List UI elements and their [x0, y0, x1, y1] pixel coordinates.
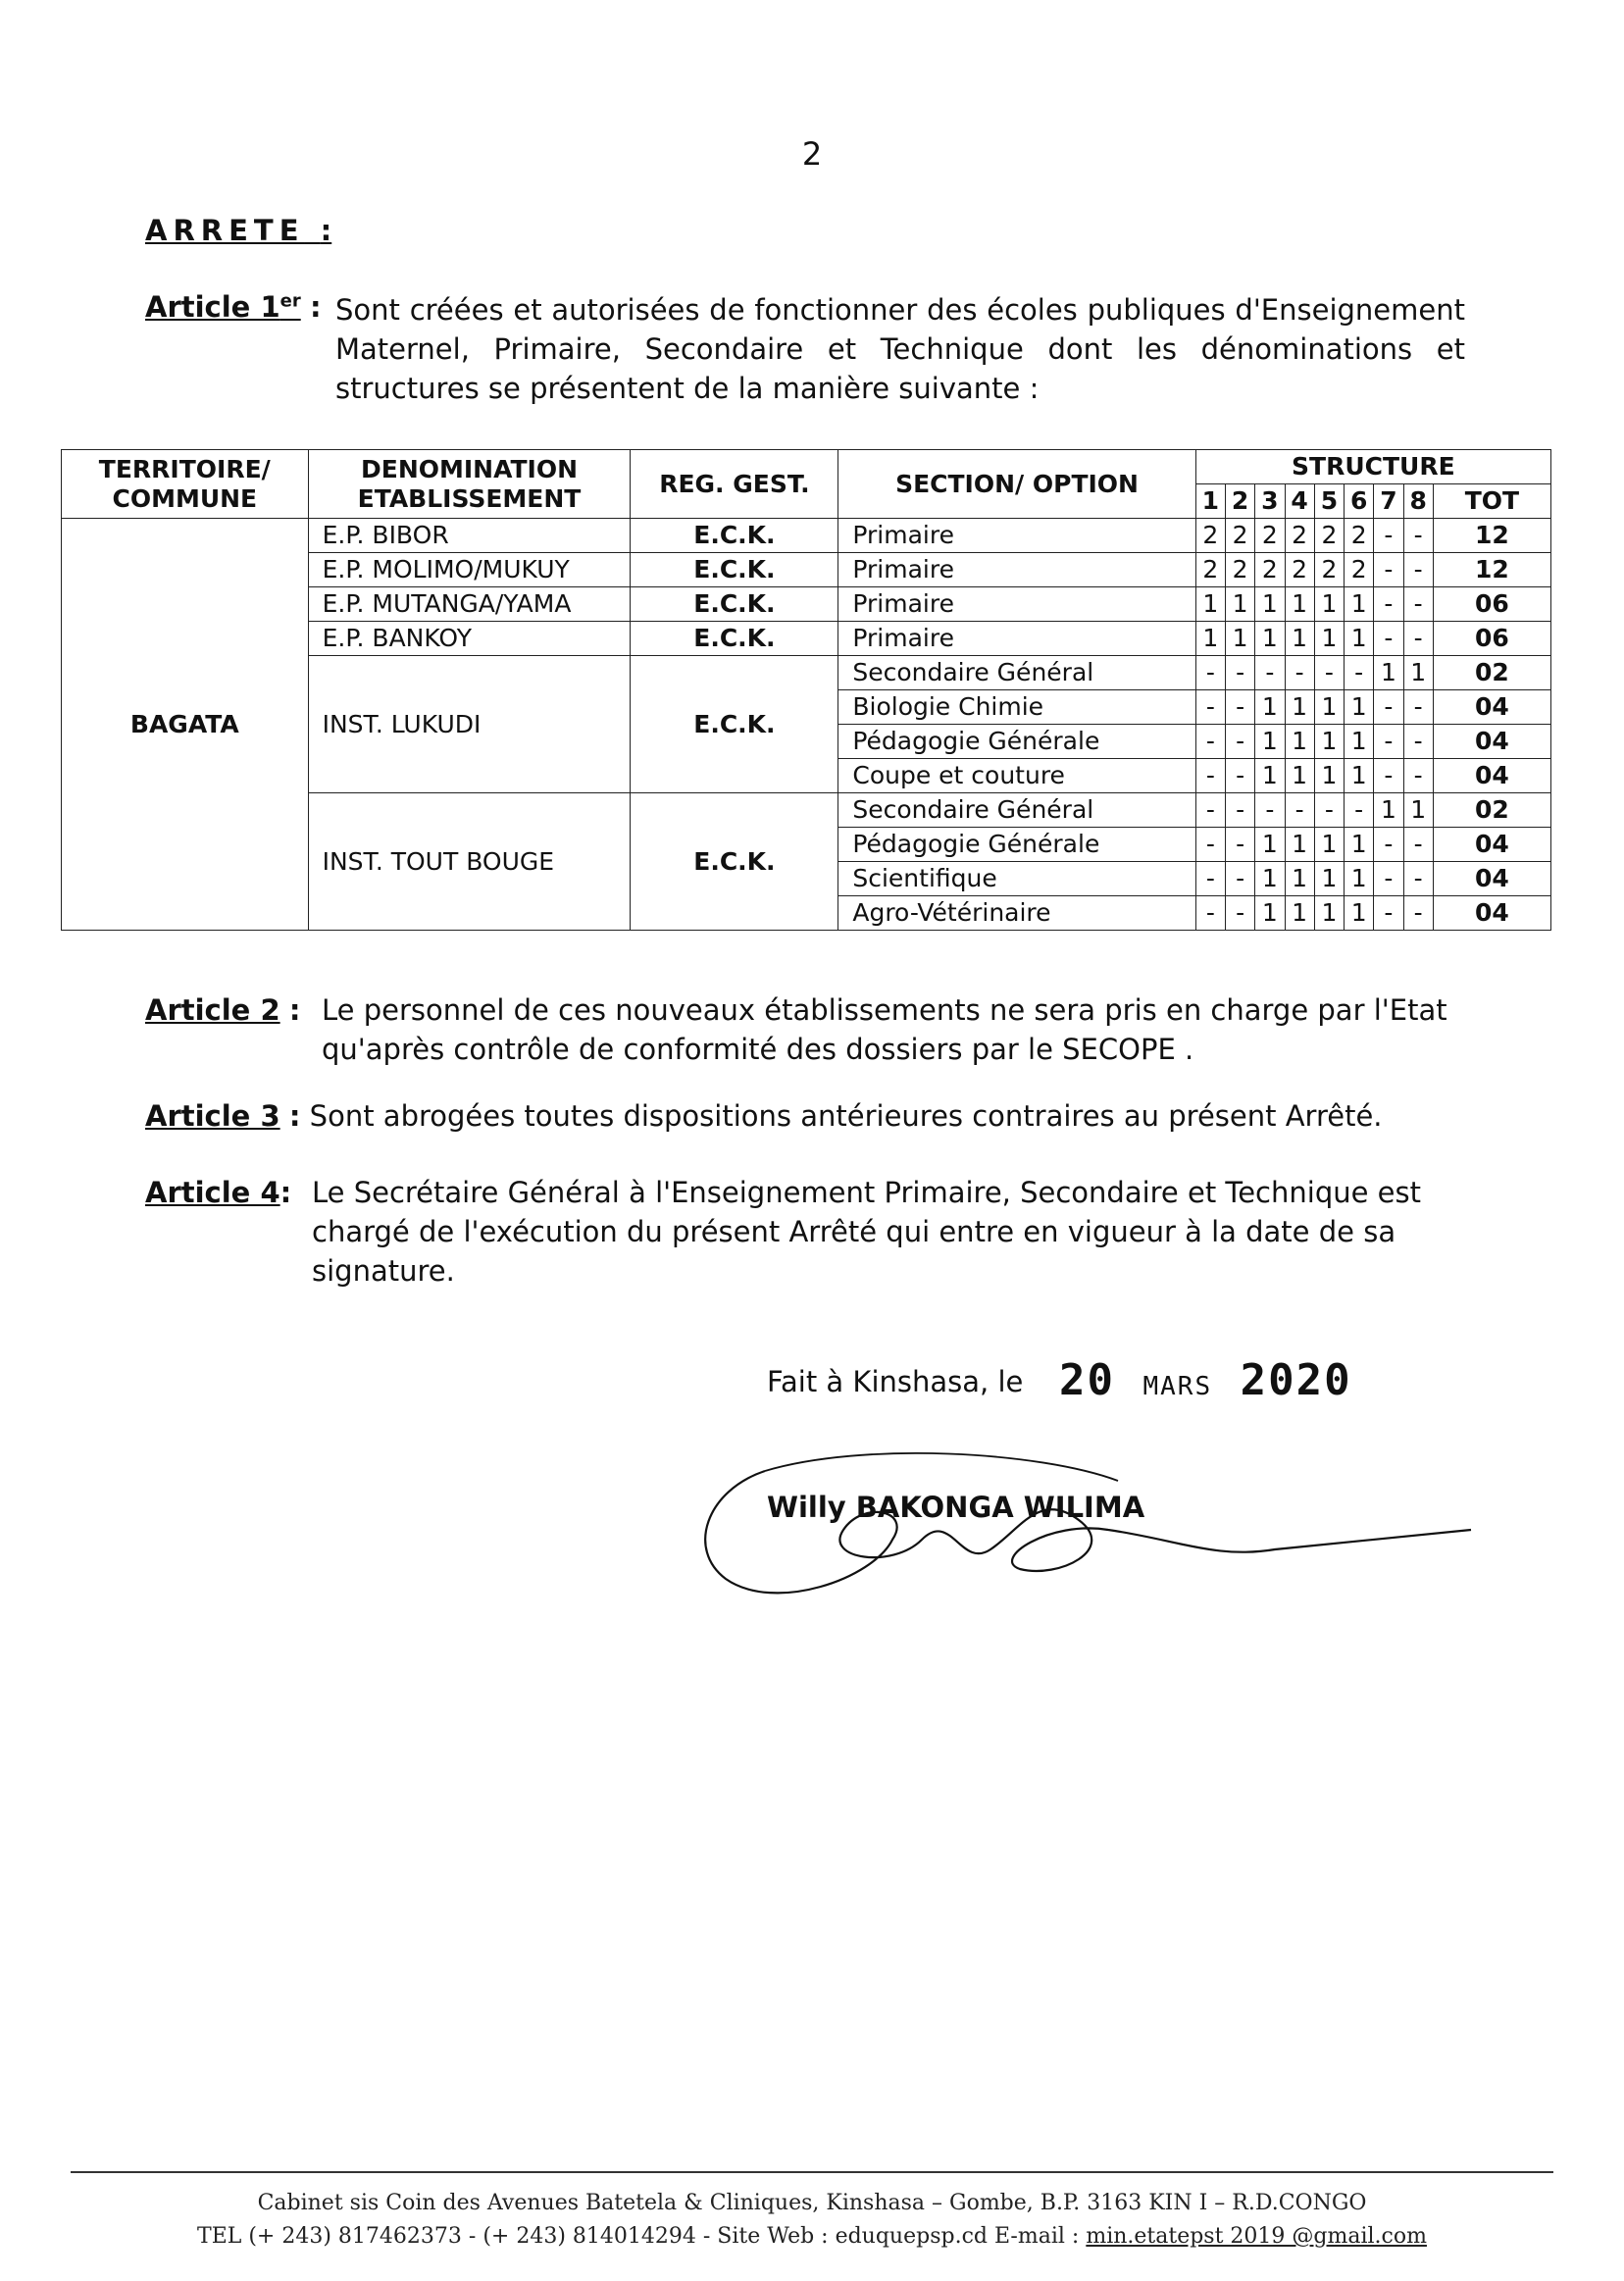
article-1-label-text: Article 1: [145, 290, 280, 324]
level-7-cell: -: [1374, 519, 1403, 553]
level-6-cell: 1: [1345, 828, 1374, 862]
level-3-cell: 1: [1255, 587, 1285, 622]
level-6-cell: 1: [1345, 862, 1374, 896]
school-reg-gest: E.C.K.: [631, 587, 838, 622]
section-option: Agro-Vétérinaire: [838, 896, 1195, 931]
level-1-cell: 1: [1195, 622, 1225, 656]
header-reg-gest: REG. GEST.: [631, 450, 838, 519]
level-2-cell: -: [1225, 656, 1254, 690]
level-6-cell: 1: [1345, 622, 1374, 656]
tot-cell: 04: [1433, 725, 1550, 759]
level-4-cell: 1: [1285, 896, 1314, 931]
level-6-cell: 2: [1345, 553, 1374, 587]
level-6-cell: 1: [1345, 725, 1374, 759]
tot-cell: 06: [1433, 622, 1550, 656]
level-2-cell: -: [1225, 690, 1254, 725]
level-1-cell: -: [1195, 656, 1225, 690]
school-name: INST. TOUT BOUGE: [308, 793, 631, 931]
header-denomination: DENOMINATION ETABLISSEMENT: [308, 450, 631, 519]
school-reg-gest: E.C.K.: [631, 553, 838, 587]
arrete-colon: :: [320, 214, 332, 247]
header-level-7: 7: [1374, 484, 1403, 519]
level-7-cell: -: [1374, 759, 1403, 793]
level-3-cell: 1: [1255, 862, 1285, 896]
article-4-label: [145, 1173, 291, 1212]
level-3-cell: 1: [1255, 725, 1285, 759]
level-6-cell: 1: [1345, 587, 1374, 622]
header-level-6: 6: [1345, 484, 1374, 519]
tot-cell: 02: [1433, 793, 1550, 828]
level-2-cell: 2: [1225, 553, 1254, 587]
level-5-cell: 1: [1314, 828, 1344, 862]
level-2-cell: -: [1225, 725, 1254, 759]
level-4-cell: 1: [1285, 690, 1314, 725]
level-7-cell: -: [1374, 587, 1403, 622]
level-4-cell: -: [1285, 656, 1314, 690]
level-1-cell: -: [1195, 690, 1225, 725]
header-level-8: 8: [1403, 484, 1433, 519]
article-4-text: Le Secrétaire Général à l'Enseignement Primaire, Secondaire et Technique est chargé de l'exécution du présent Arrêté qui entre en vigueur à la date de sa signature.: [312, 1176, 1421, 1288]
level-7-cell: -: [1374, 690, 1403, 725]
level-7-cell: -: [1374, 725, 1403, 759]
article-3-text: Sont abrogées toutes dispositions antérieures contraires au présent Arrêté.: [309, 1099, 1383, 1133]
level-3-cell: 2: [1255, 553, 1285, 587]
level-5-cell: 1: [1314, 896, 1344, 931]
school-reg-gest: E.C.K.: [631, 622, 838, 656]
date-year: 2020: [1240, 1355, 1352, 1405]
section-option: Primaire: [838, 622, 1195, 656]
level-3-cell: 1: [1255, 896, 1285, 931]
school-name: E.P. MOLIMO/MUKUY: [308, 553, 631, 587]
article-2-text: Le personnel de ces nouveaux établissements ne sera pris en charge par l'Etat qu'après contrôle de conformité des dossiers par le SECOPE .: [322, 993, 1447, 1066]
article-4-label-text: Article 4: [145, 1176, 280, 1209]
tot-cell: 12: [1433, 553, 1550, 587]
level-8-cell: 1: [1403, 656, 1433, 690]
level-8-cell: 1: [1403, 793, 1433, 828]
level-8-cell: -: [1403, 519, 1433, 553]
section-option: Secondaire Général: [838, 656, 1195, 690]
article-2-label-text: Article 2: [145, 993, 280, 1027]
level-3-cell: 2: [1255, 519, 1285, 553]
level-2-cell: 1: [1225, 587, 1254, 622]
level-1-cell: 2: [1195, 519, 1225, 553]
signatory-name: Willy BAKONGA WILIMA: [767, 1491, 1145, 1524]
article-2-colon: :: [288, 993, 301, 1027]
tot-cell: 04: [1433, 759, 1550, 793]
footer-address: Cabinet sis Coin des Avenues Batetela & Cliniques, Kinshasa – Gombe, B.P. 3163 KIN I – R.D.CONGO: [257, 2191, 1367, 2215]
level-2-cell: -: [1225, 896, 1254, 931]
level-2-cell: 2: [1225, 519, 1254, 553]
level-2-cell: -: [1225, 828, 1254, 862]
level-8-cell: -: [1403, 862, 1433, 896]
level-4-cell: 1: [1285, 862, 1314, 896]
level-1-cell: -: [1195, 896, 1225, 931]
header-territoire: TERRITOIRE/ COMMUNE: [62, 450, 309, 519]
level-8-cell: -: [1403, 828, 1433, 862]
level-7-cell: -: [1374, 862, 1403, 896]
header-level-3: 3: [1255, 484, 1285, 519]
article-3-label: Article 3: [145, 1099, 280, 1133]
header-level-5: 5: [1314, 484, 1344, 519]
level-2-cell: -: [1225, 793, 1254, 828]
article-3: [145, 1096, 1383, 1136]
level-7-cell: 1: [1374, 656, 1403, 690]
header-structure: STRUCTURE: [1195, 450, 1550, 484]
level-1-cell: -: [1195, 725, 1225, 759]
level-8-cell: -: [1403, 759, 1433, 793]
tot-cell: 04: [1433, 896, 1550, 931]
header-level-1: 1: [1195, 484, 1225, 519]
level-8-cell: -: [1403, 725, 1433, 759]
level-6-cell: 2: [1345, 519, 1374, 553]
article-3-colon: :: [288, 1099, 301, 1133]
territoire-cell: BAGATA: [62, 519, 309, 931]
table-row: [62, 519, 1551, 553]
level-5-cell: -: [1314, 793, 1344, 828]
section-option: Primaire: [838, 519, 1195, 553]
level-3-cell: -: [1255, 656, 1285, 690]
level-4-cell: 2: [1285, 553, 1314, 587]
section-option: Primaire: [838, 553, 1195, 587]
level-6-cell: 1: [1345, 896, 1374, 931]
level-2-cell: -: [1225, 862, 1254, 896]
article-1-colon: :: [309, 290, 322, 324]
signature-scribble: [667, 1432, 1491, 1628]
signature-date: [1059, 1355, 1352, 1405]
article-1-text: Sont créées et autorisées de fonctionner des écoles publiques d'Enseignement Maternel, Primaire, Secondaire et Technique dont les dénominations et structures se présentent de la manière suivante :: [335, 293, 1465, 405]
article-2-label: [145, 990, 300, 1030]
level-3-cell: 1: [1255, 759, 1285, 793]
school-reg-gest: E.C.K.: [631, 793, 838, 931]
level-5-cell: 2: [1314, 553, 1344, 587]
page-number: 2: [801, 135, 823, 173]
level-2-cell: 1: [1225, 622, 1254, 656]
level-7-cell: -: [1374, 622, 1403, 656]
footer-email: min.etatepst 2019 @gmail.com: [1086, 2224, 1427, 2249]
level-5-cell: 1: [1314, 725, 1344, 759]
level-4-cell: 1: [1285, 725, 1314, 759]
level-4-cell: 2: [1285, 519, 1314, 553]
level-7-cell: -: [1374, 896, 1403, 931]
section-option: Biologie Chimie: [838, 690, 1195, 725]
level-1-cell: -: [1195, 828, 1225, 862]
level-2-cell: -: [1225, 759, 1254, 793]
section-option: Pédagogie Générale: [838, 725, 1195, 759]
tot-cell: 04: [1433, 862, 1550, 896]
level-6-cell: -: [1345, 656, 1374, 690]
level-5-cell: 2: [1314, 519, 1344, 553]
tot-cell: 04: [1433, 828, 1550, 862]
school-name: INST. LUKUDI: [308, 656, 631, 793]
section-option: Coupe et couture: [838, 759, 1195, 793]
tot-cell: 04: [1433, 690, 1550, 725]
header-level-4: 4: [1285, 484, 1314, 519]
level-3-cell: -: [1255, 793, 1285, 828]
school-reg-gest: E.C.K.: [631, 519, 838, 553]
school-reg-gest: E.C.K.: [631, 656, 838, 793]
structure-table: [61, 449, 1551, 931]
level-8-cell: -: [1403, 553, 1433, 587]
footer-contact-text: TEL (+ 243) 817462373 - (+ 243) 814014294 - Site Web : eduquepsp.cd E-mail :: [197, 2224, 1080, 2249]
level-5-cell: 1: [1314, 690, 1344, 725]
section-option: Secondaire Général: [838, 793, 1195, 828]
level-4-cell: -: [1285, 793, 1314, 828]
header-section: SECTION/ OPTION: [838, 450, 1195, 519]
article-4-colon: :: [279, 1176, 292, 1209]
section-option: Scientifique: [838, 862, 1195, 896]
level-8-cell: -: [1403, 587, 1433, 622]
arrete-title: ARRETE: [145, 214, 305, 247]
arrete-heading: [145, 214, 331, 247]
date-day: 20: [1059, 1355, 1115, 1405]
level-5-cell: 1: [1314, 622, 1344, 656]
school-name: E.P. BIBOR: [308, 519, 631, 553]
tot-cell: 12: [1433, 519, 1550, 553]
level-3-cell: 1: [1255, 690, 1285, 725]
level-4-cell: 1: [1285, 828, 1314, 862]
level-7-cell: -: [1374, 828, 1403, 862]
level-5-cell: -: [1314, 656, 1344, 690]
level-3-cell: 1: [1255, 828, 1285, 862]
level-7-cell: 1: [1374, 793, 1403, 828]
level-8-cell: -: [1403, 690, 1433, 725]
level-5-cell: 1: [1314, 862, 1344, 896]
header-level-2: 2: [1225, 484, 1254, 519]
school-name: E.P. MUTANGA/YAMA: [308, 587, 631, 622]
level-1-cell: -: [1195, 862, 1225, 896]
school-name: E.P. BANKOY: [308, 622, 631, 656]
level-1-cell: -: [1195, 759, 1225, 793]
article-1-label: [145, 290, 322, 324]
level-3-cell: 1: [1255, 622, 1285, 656]
level-8-cell: -: [1403, 622, 1433, 656]
section-option: Pédagogie Générale: [838, 828, 1195, 862]
level-5-cell: 1: [1314, 759, 1344, 793]
level-6-cell: -: [1345, 793, 1374, 828]
footer-divider: [71, 2171, 1553, 2173]
level-8-cell: -: [1403, 896, 1433, 931]
level-6-cell: 1: [1345, 690, 1374, 725]
level-4-cell: 1: [1285, 622, 1314, 656]
level-4-cell: 1: [1285, 759, 1314, 793]
level-6-cell: 1: [1345, 759, 1374, 793]
tot-cell: 02: [1433, 656, 1550, 690]
level-4-cell: 1: [1285, 587, 1314, 622]
signature-place: Fait à Kinshasa, le: [767, 1365, 1024, 1398]
header-tot: TOT: [1433, 484, 1550, 519]
tot-cell: 06: [1433, 587, 1550, 622]
section-option: Primaire: [838, 587, 1195, 622]
level-1-cell: 2: [1195, 553, 1225, 587]
level-7-cell: -: [1374, 553, 1403, 587]
article-1-sup: er: [279, 290, 301, 312]
footer-contact: [0, 2224, 1624, 2249]
level-1-cell: 1: [1195, 587, 1225, 622]
date-month: MARS: [1142, 1372, 1213, 1401]
level-1-cell: -: [1195, 793, 1225, 828]
level-5-cell: 1: [1314, 587, 1344, 622]
